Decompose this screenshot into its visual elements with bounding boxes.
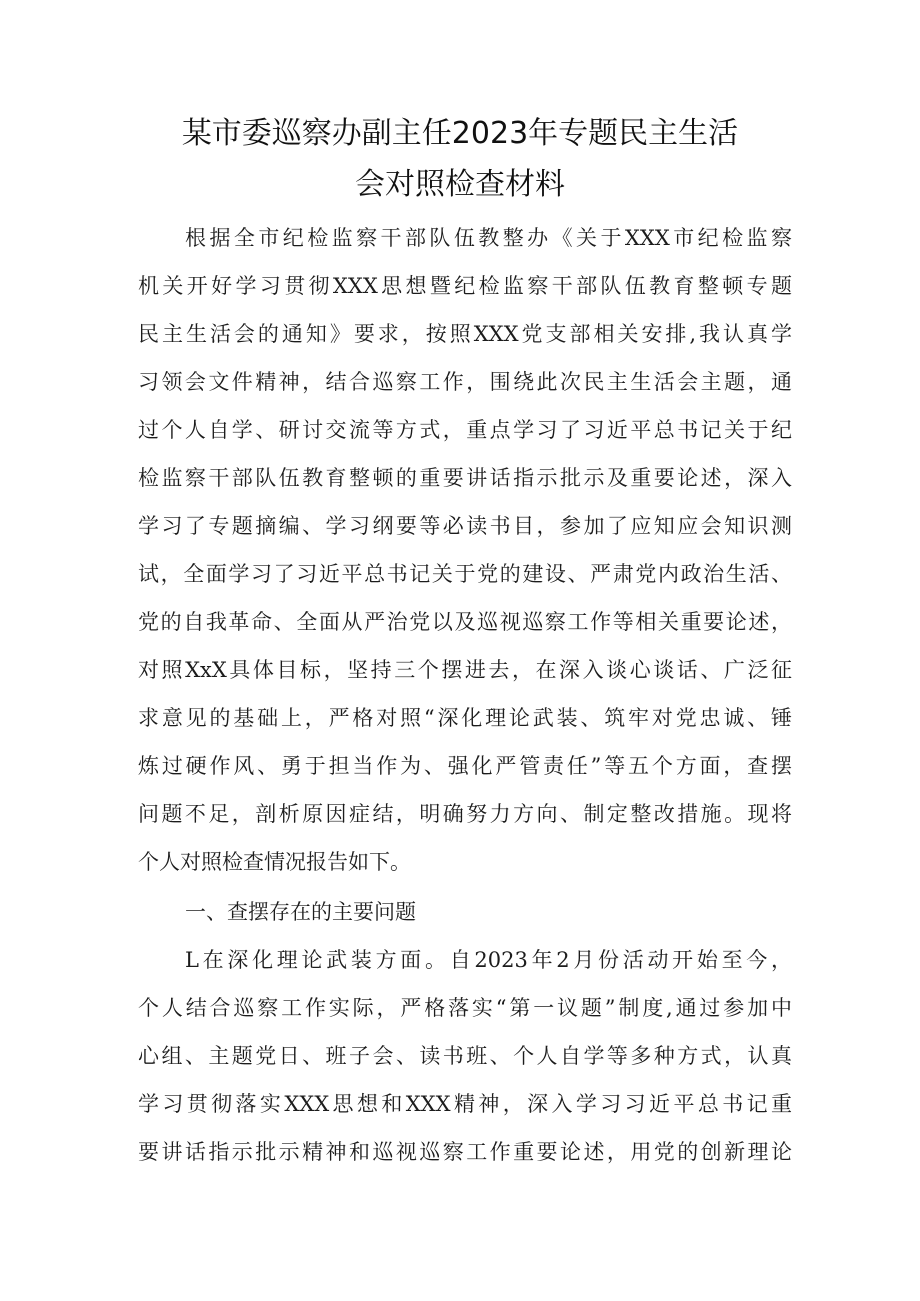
paragraph-1-line-2: 机关开好学习贯彻XXX思想暨纪检监察干部队伍教育整顿专题 (138, 274, 792, 298)
paragraph-1-line-10: 对照XxX具体目标，坚持三个摆进去，在深入谈心谈话、广泛征 (138, 658, 792, 682)
paragraph-2-line-1: L在深化理论武装方面。自2023年2月份活动开始至今， (185, 948, 792, 972)
paragraph-1-line-7: 学习了专题摘编、学习纲要等必读书目，参加了应知应会知识测 (138, 514, 792, 538)
paragraph-1-line-6: 检监察干部队伍教育整顿的重要讲话指示批示及重要论述，深入 (138, 466, 792, 490)
paragraph-1-line-5: 过个人自学、研讨交流等方式，重点学习了习近平总书记关于纪 (138, 418, 792, 442)
section-heading-1: 一、查摆存在的主要问题 (185, 900, 416, 924)
paragraph-1-line-9: 党的自我革命、全面从严治党以及巡视巡察工作等相关重要论述， (138, 610, 792, 634)
paragraph-1-line-8: 试，全面学习了习近平总书记关于党的建设、严肃党内政治生活、 (138, 562, 792, 586)
document-title-line-2: 会对照检查材料 (355, 167, 565, 202)
paragraph-1-line-14: 个人对照检查情况报告如下。 (138, 850, 411, 874)
paragraph-1-line-3: 民主生活会的通知》要求，按照XXX党支部相关安排,我认真学 (138, 322, 792, 346)
paragraph-1-line-11: 求意见的基础上，严格对照“深化理论武装、筑牢对党忠诚、锤 (138, 706, 792, 730)
document-title-line-1: 某市委巡察办副主任2023年专题民主生活 (181, 116, 739, 151)
paragraph-1-line-1: 根据全市纪检监察干部队伍教整办《关于XXX市纪检监察 (185, 226, 792, 250)
paragraph-1-line-12: 炼过硬作风、勇于担当作为、强化严管责任”等五个方面，查摆 (138, 754, 792, 778)
paragraph-2-line-4: 学习贯彻落实XXX思想和XXX精神，深入学习习近平总书记重 (138, 1092, 792, 1116)
paragraph-1-line-4: 习领会文件精神，结合巡察工作，围绕此次民主生活会主题，通 (138, 370, 792, 394)
paragraph-1-line-13: 问题不足，剖析原因症结，明确努力方向、制定整改措施。现将 (138, 802, 792, 826)
paragraph-2-line-5: 要讲话指示批示精神和巡视巡察工作重要论述，用党的创新理论 (138, 1140, 792, 1164)
paragraph-2-line-2: 个人结合巡察工作实际，严格落实“第一议题”制度,通过参加中 (138, 996, 792, 1020)
paragraph-2-line-3: 心组、主题党日、班子会、读书班、个人自学等多种方式，认真 (138, 1044, 792, 1068)
